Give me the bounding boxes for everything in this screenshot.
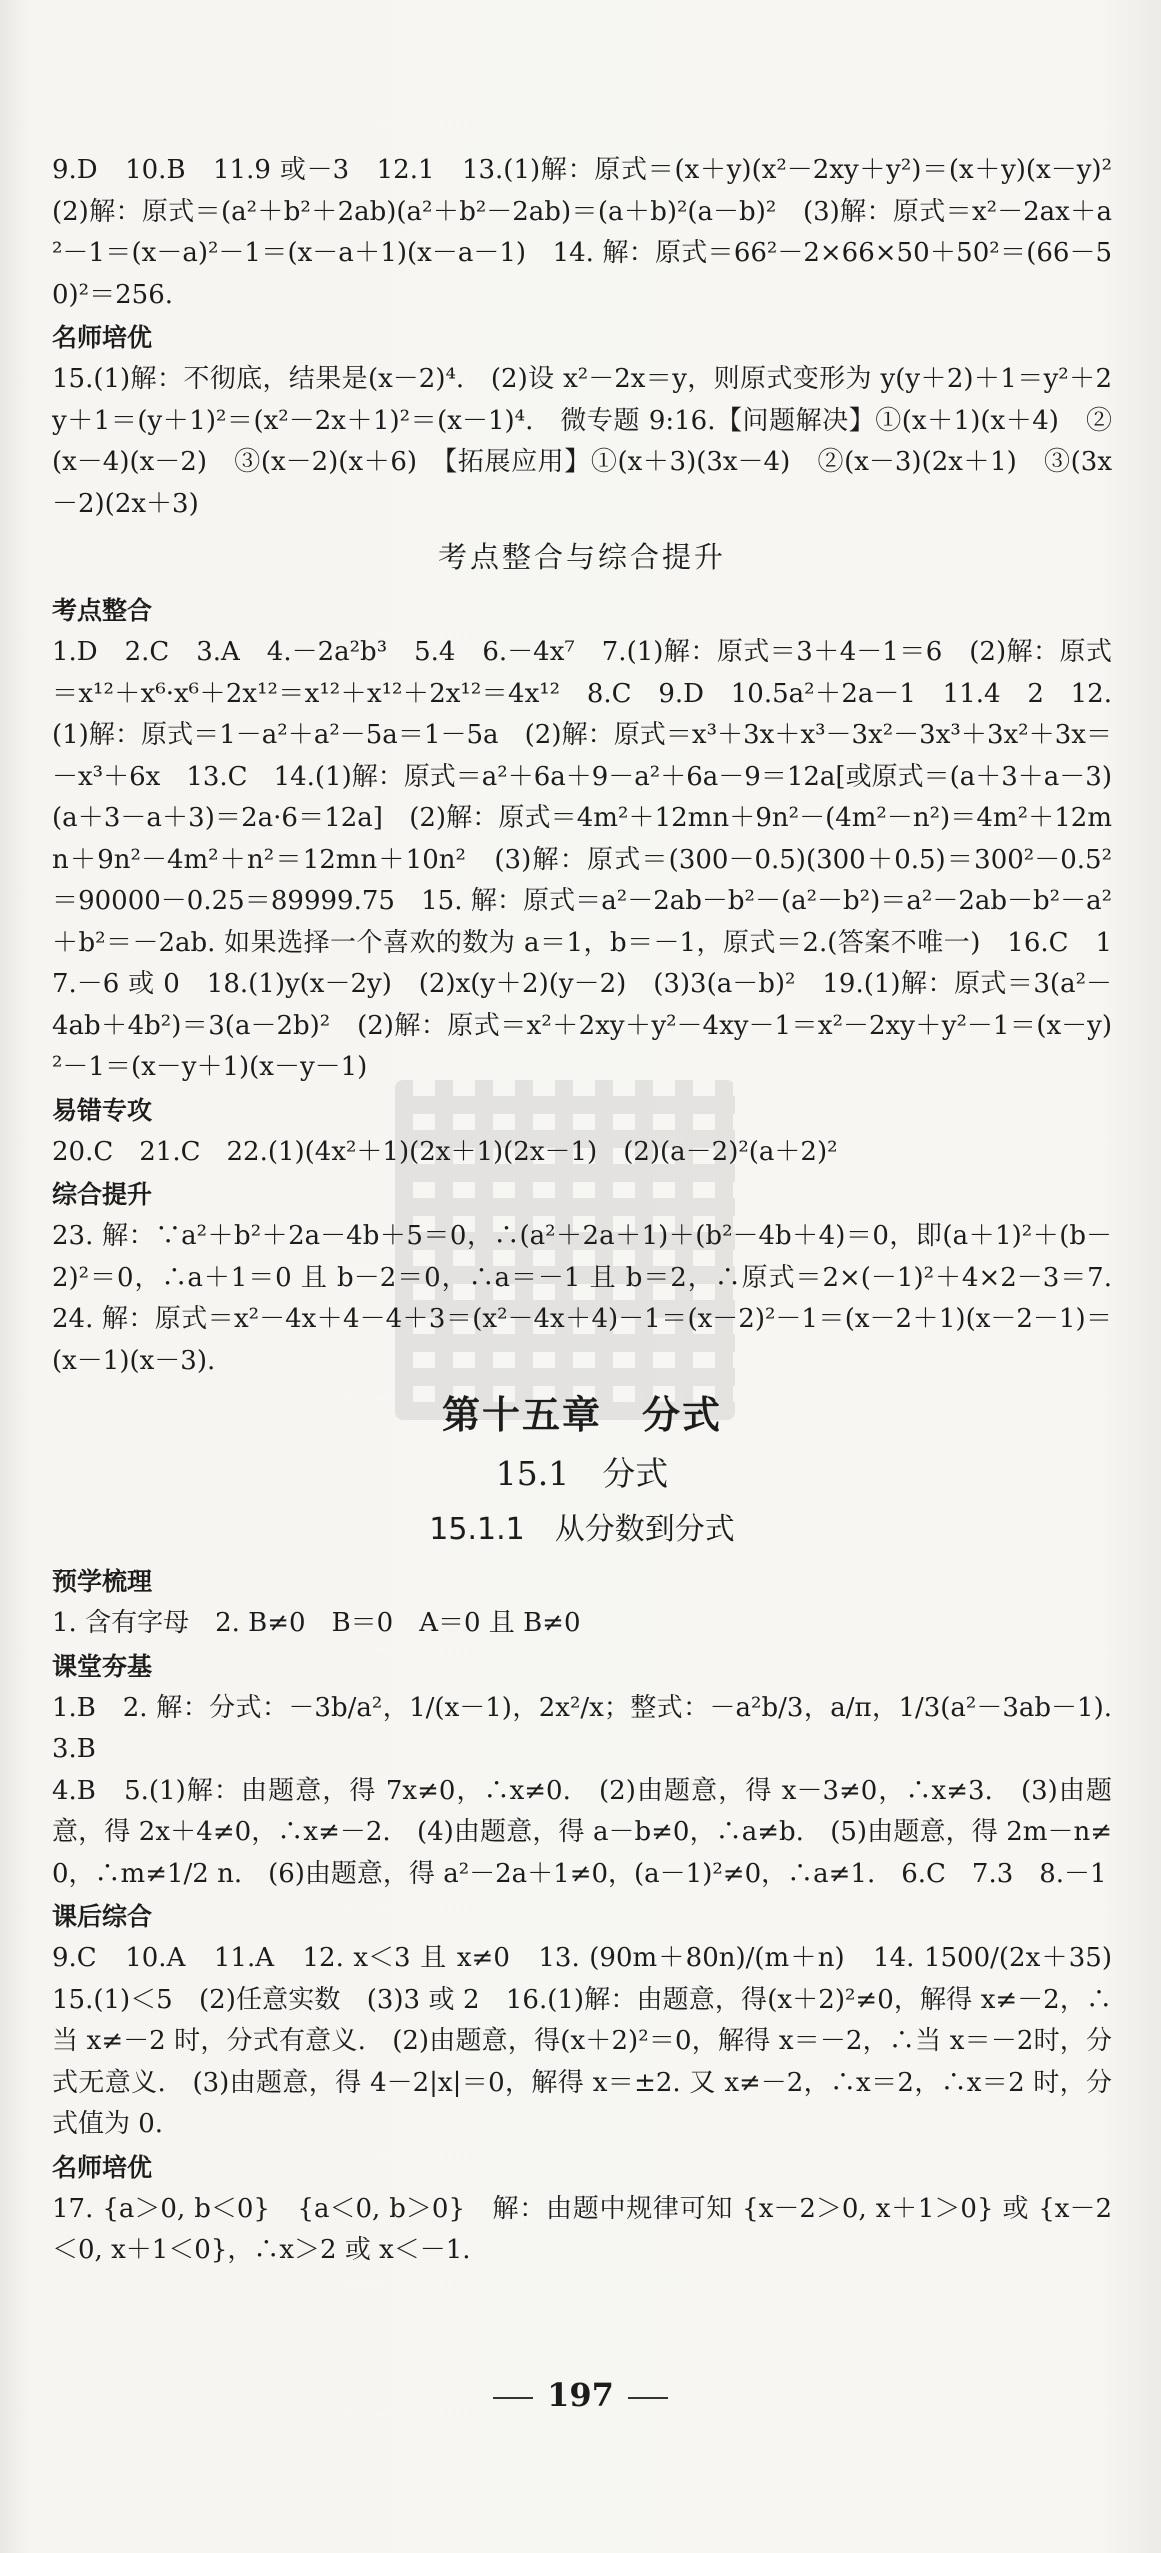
heading-kehou: 课后综合 [52, 1902, 153, 1931]
answer-block-9-16: 9.C 10.A 11.A 12. x＜3 且 x≠0 13. (90m＋80n)/(m＋n) 14. 1500/(2x＋35) 15.(1)＜5 (2)任意实数 (3)3 或 2 16.(1)解：由题意，得(x＋2)²≠0，解得 x≠－2，∴当 x≠－2 时，分式有意义. (2)由题意，得(x＋2)²＝0，解得 x＝－2，∴当 x＝－2时，分式无意义. (3)由题意，得 4－2|x|＝0，解得 x＝±2. 又 x≠－2，∴x＝2，∴x＝2 时，分式值为 0. [52, 1943, 1139, 2139]
chapter-title: 第十五章 分式 [441, 1393, 722, 1437]
page-number: 197 [547, 2376, 614, 2414]
footer-dash-left [493, 2397, 533, 2399]
heading-ketang: 课堂夯基 [52, 1651, 153, 1681]
heading-kaodian: 考点整合 [52, 596, 153, 625]
answer-block-1-3: 1.B 2. 解：分式：－3b/a²，1/(x－1)，2x²/x；整式：－a²b/3，a/π，1/3(a²－3ab－1). 3.B [52, 1692, 1139, 1764]
answer-block-17: 17. {a＞0, b＜0} {a＜0, b＞0} 解：由题中规律可知 {x－2＞0, x＋1＞0} 或 {x－2＜0, x＋1＜0}，∴x＞2 或 x＜－1. [52, 2193, 1112, 2265]
answer-block-23-24: 23. 解：∵a²＋b²＋2a－4b＋5＝0，∴(a²＋2a＋1)＋(b²－4b＋4)＝0，即(a＋1)²＋(b－2)²＝0，∴a＋1＝0 且 b－2＝0，∴a＝－1 且 b＝2，∴原式＝2×(－1)²＋4×2－3＝7. 24. 解：原式＝x²－4x＋4－4＋3＝(x²－4x＋4)－1＝(x－2)²－1＝(x－2＋1)(x－2－1)＝(x－1)(x－3). [52, 1221, 1139, 1376]
answer-block-preview: 1. 含有字母 2. B≠0 B＝0 A＝0 且 B≠0 [52, 1608, 581, 1638]
binding-margin [0, 140, 20, 2440]
footer-dash-right [628, 2397, 668, 2399]
heading-yuxue: 预学梳理 [52, 1567, 153, 1596]
section-title-15-1: 15.1 分式 [495, 1454, 669, 1493]
answer-block-20-22: 20.C 21.C 22.(1)(4x²＋1)(2x＋1)(2x－1) (2)(a－2)²(a＋2)² [52, 1136, 838, 1167]
heading-mingshi-1: 名师培优 [52, 323, 153, 352]
answer-block-15-16: 15.(1)解：不彻底，结果是(x－2)⁴. (2)设 x²－2x＝y，则原式变形为 y(y＋2)＋1＝y²＋2y＋1＝(y＋1)²＝(x²－2x＋1)²＝(x－1)⁴. 微专题 9:16.【问题解决】①(x＋1)(x＋4) ②(x－4)(x－2) ③(x－2)(x＋6) 【拓展应用】①(x＋3)(3x－4) ②(x－3)(2x＋1) ③(3x－2)(2x＋3) [52, 364, 1112, 519]
answer-block-4-8: 4.B 5.(1)解：由题意，得 7x≠0，∴x≠0. (2)由题意，得 x－3≠0，∴x≠3. (3)由题意，得 2x＋4≠0，∴x≠－2. (4)由题意，得 a－b≠0，∴a≠b. (5)由题意，得 2m－n≠0，∴m≠1/2 n. (6)由题意，得 a²－2a＋1≠0，(a－1)²≠0，∴a≠1. 6.C 7.3 8.－1 [52, 1775, 1112, 1889]
page-number-footer [0, 2376, 1161, 2414]
answer-block-1-19: 1.D 2.C 3.A 4.－2a²b³ 5.4 6.－4x⁷ 7.(1)解：原式＝3＋4－1＝6 (2)解：原式＝x¹²＋x⁶·x⁶＋2x¹²＝x¹²＋x¹²＋2x¹²＝4x¹² 8.C 9.D 10.5a²＋2a－1 11.4 2 12.(1)解：原式＝1－a²＋a²－5a＝1－5a (2)解：原式＝x³＋3x＋x³－3x²－3x³＋3x²＋3x＝－x³＋6x 13.C 14.(1)解：原式＝a²＋6a＋9－a²＋6a－9＝12a[或原式＝(a＋3＋a－3)(a＋3－a＋3)＝2a·6＝12a] (2)解：原式＝4m²＋12mn＋9n²－(4m²－n²)＝4m²＋12mn＋9n²－4m²＋n²＝12mn＋10n² (3)解：原式＝(300－0.5)(300＋0.5)＝300²－0.5²＝90000－0.25＝89999.75 15. 解：原式＝a²－2ab－b²－(a²－b²)＝a²－2ab－b²－a²＋b²＝－2ab. 如果选择一个喜欢的数为 a＝1，b＝－1，原式＝2.(答案不唯一) 16.C 17.－6 或 0 18.(1)y(x－2y) (2)x(y＋2)(y－2) (3)3(a－b)² 19.(1)解：原式＝3(a²－4ab＋4b²)＝3(a－2b)² (2)解：原式＝x²＋2xy＋y²－4xy－1＝x²－2xy＋y²－1＝(x－y)²－1＝(x－y＋1)(x－y－1) [52, 637, 1112, 1082]
heading-mingshi-2: 名师培优 [52, 2152, 153, 2182]
heading-yicuo: 易错专攻 [52, 1095, 153, 1125]
answer-block-9-14: 9.D 10.B 11.9 或－3 12.1 13.(1)解：原式＝(x＋y)(x²－2xy＋y²)＝(x＋y)(x－y)² (2)解：原式＝(a²＋b²＋2ab)(a²＋b²－2ab)＝(a＋b)²(a－b)² (3)解：原式＝x²－2ax＋a²－1＝(x－a)²－1＝(x－a＋1)(x－a－1) 14. 解：原式＝66²－2×66×50＋50²＝(66－50)²＝256. [52, 155, 1139, 310]
heading-zonghe: 综合提升 [52, 1180, 153, 1209]
section-title-review: 考点整合与综合提升 [437, 540, 726, 574]
answer-content [52, 150, 1139, 2272]
section-title-15-1-1: 15.1.1 从分数到分式 [429, 1512, 735, 1547]
